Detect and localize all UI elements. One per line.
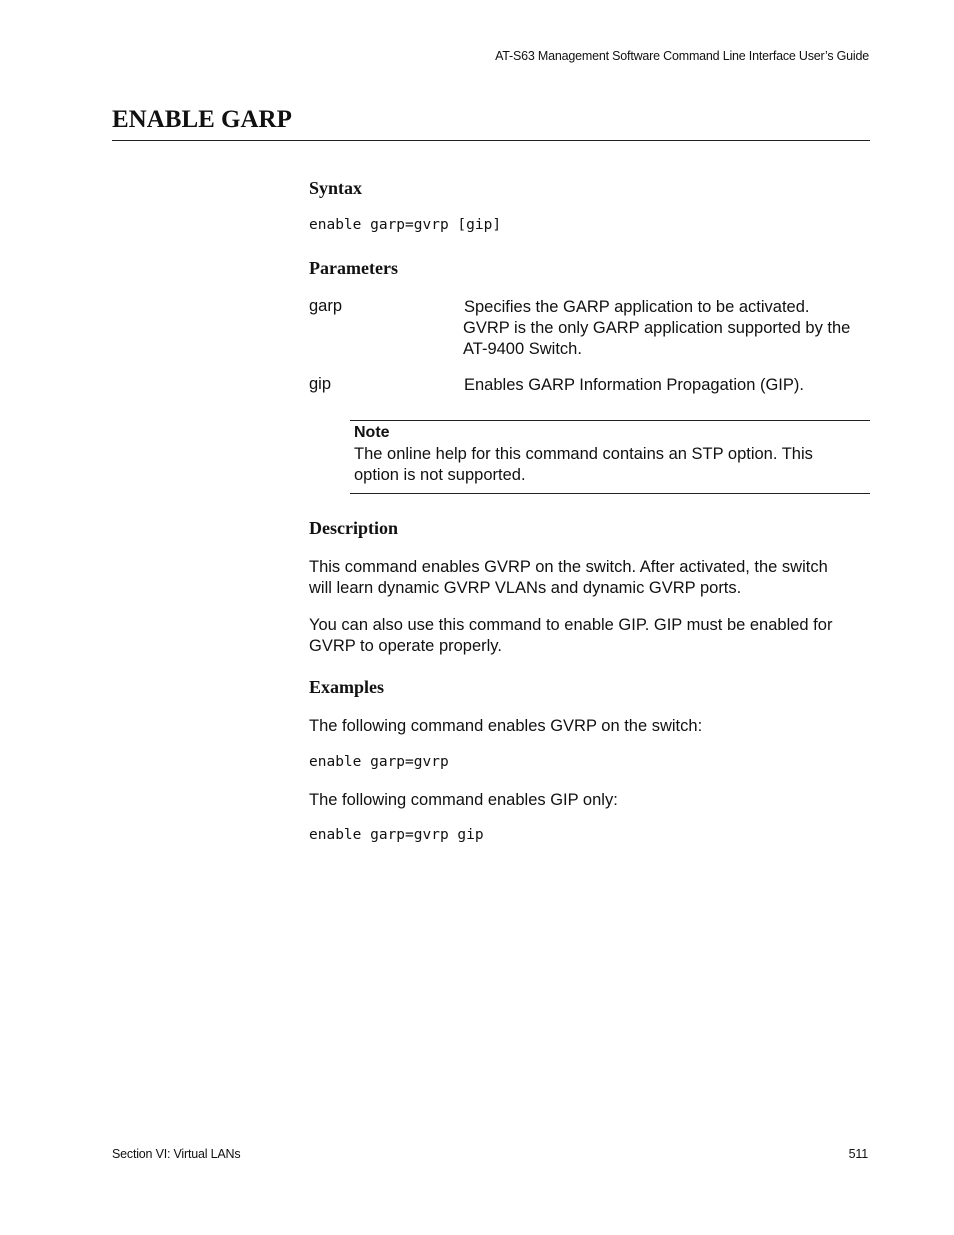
param-name-garp: garp [309,297,343,315]
title-rule [112,140,870,141]
paragraph-line: You can also use this command to enable GIP. GIP must be enabled for [309,616,833,634]
param-desc-line: AT-9400 Switch. [463,340,582,358]
paragraph-line: GVRP to operate properly. [309,637,502,655]
description-paragraph [309,615,870,657]
examples-heading: Examples [309,677,385,697]
param-name-gip: gip [309,375,332,393]
example-command: enable garp=gvrp [309,754,449,770]
note-text [354,444,854,486]
note-label: Note [354,424,390,441]
note-line: option is not supported. [354,466,526,484]
note-line: The online help for this command contains an STP option. This [354,445,813,463]
param-desc-gip [463,375,873,396]
syntax-heading: Syntax [309,178,363,198]
running-header: AT-S63 Management Software Command Line Interface User’s Guide [495,49,869,63]
example-text: The following command enables GVRP on the switch: [309,717,703,735]
example-text: The following command enables GIP only: [309,791,618,809]
footer-section: Section VI: Virtual LANs [112,1147,241,1161]
syntax-command: enable garp=gvrp [gip] [309,217,502,233]
page-number: 511 [848,1147,868,1161]
page-title: ENABLE GARP [112,106,292,133]
example-command: enable garp=gvrp gip [309,827,484,843]
paragraph-line: will learn dynamic GVRP VLANs and dynamic GVRP ports. [309,579,742,597]
note-top-rule [350,420,870,421]
parameters-heading: Parameters [309,258,398,278]
note-bottom-rule [350,493,870,494]
param-desc-garp [463,297,873,360]
param-desc-line: Specifies the GARP application to be activated. [464,298,810,316]
description-paragraph [309,557,870,599]
paragraph-line: This command enables GVRP on the switch. After activated, the switch [309,558,828,576]
param-desc-line: Enables GARP Information Propagation (GIP). [464,376,804,394]
param-desc-line: GVRP is the only GARP application supported by the [463,319,851,337]
description-heading: Description [309,518,398,538]
